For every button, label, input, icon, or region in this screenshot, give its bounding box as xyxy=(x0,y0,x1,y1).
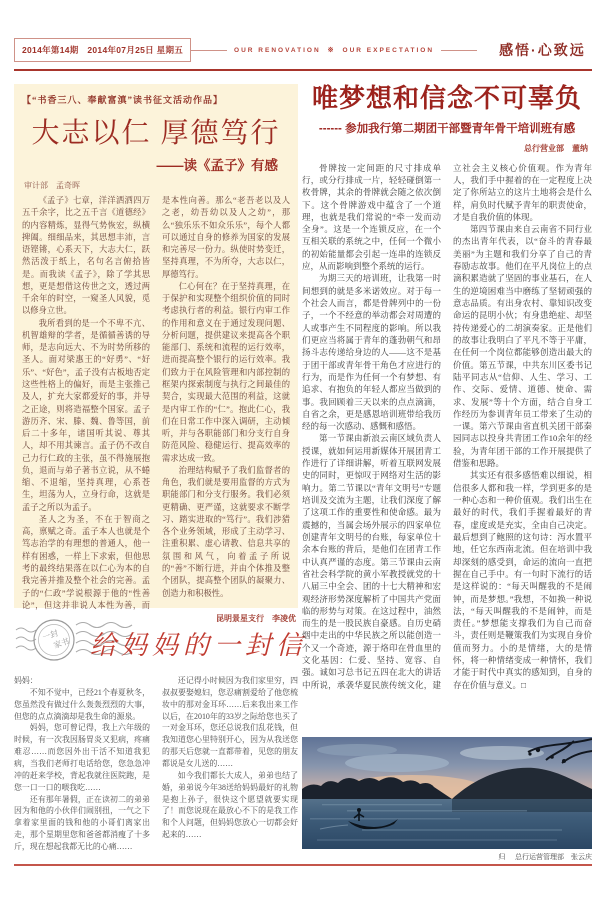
page-header xyxy=(14,34,592,66)
article-training xyxy=(302,84,592,734)
dash-line-left xyxy=(191,50,227,51)
svg-text:一封: 一封 xyxy=(41,628,60,643)
article-mengzi-body: 《孟子》七章，洋洋洒洒四万五千余字，比之五千言《道德经》的内容精炼，显得气势恢宏，纵横捭阖。细细品来，其思想丰沛，言语铿锵，心系天下，大志大仁，跃然活泼于纸上，名句名言俯拾皆是。而我读《孟子》，除了学其思想，更是想借这传世之文，透过两千余年的时空，一窥圣人风貌，觅以修身立世。 我所看到的是一个不卑不亢、机智雄辩的学者，是循循善诱的导师，是志向远大、不为时势所移的圣人。面对梁惠王的“好勇”、“好乐”、“好色”，孟子没有古板地否定这些性格上的偏好，而是主张推己及人，扩充大家都爱好的事，并导之正途，则将造福整个国家。孟子游历齐、宋、滕、魏、鲁等国，前后二十多年，诸国听其说、尊其人，却不用其谏言。孟子仍不改自己力行仁政的主张，虽不得施展抱负，退而与弟子著书立说，从不蜷缩、不退缩，坚持真理，心系苍生，坦荡为人，立身行命，这就是孟子之所以为孟子。 圣人之为圣，不在于智商之高，禀赋之奇。孟子本人也就是个笃志治学的有理想的普通人，他一样有困惑，一样上下求索，但他思考的最终结果落在以仁心为本的自我完善并推及整个社会的完善。孟子的“仁政”学说根源于他的“性善论”，但这并非说人本性为善，而是本性向善。那么“老吾老以及人之老，幼吾幼以及人之幼”，那么“独乐乐不如众乐乐”，每个人都可以通过自身的修养为国家的发展和完善尽一份力。纵使时势变迁，坚持真理，不为所夺，大志以仁，厚德笃行。 仁心何在？在于坚持真理，在于保护和实现整个组织价值的同时考虑执行者的利益。银行内审工作的作用和意义在于通过发现问题、分析问题，提供建议来提高各个职能部门、系统和流程的运行效率，进而提高整个银行的运行效率。我们致力于在风险管理和内部控制的框架内探索制度与执行之间最佳的契合，实现最大范围的利益，这就是内审工作的“仁”。抱此仁心，我们在日常工作中深入调研，主动倾听，并与各职能部门和分支行自身防范风险、稳健运行、提高效率的需求达成一致。 治理结构赋予了我们监督者的角色，我们就是要用监督的方式为职能部门和分支行服务。我们必须更精确、更严谨，这就要求不断学习、踏实进取的“笃行”。我们涉猎各个业务领域，形成了主动学习、注重积累、虚心请教、信息共享的氛围和风气，向着孟子所说的“善”不断行进，并由个体推及整个团队，提高整个团队的凝聚力、创造力和积极性。 xyxy=(22,196,290,610)
article-kicker: 【“书香三八、奉献富滇”读书征文活动作品】 xyxy=(22,95,224,105)
photo-credit: 总行运营管理部 张云庆 xyxy=(515,853,592,861)
photo-caption xyxy=(302,852,592,862)
article-training-title: 唯梦想和信念不可辜负 xyxy=(311,83,582,113)
letter-byline: 昆明景星支行 李凌优 xyxy=(216,614,296,623)
header-slogan xyxy=(191,46,477,54)
letter-title: 给妈妈的一封信 xyxy=(90,631,308,660)
photo-title: 归 xyxy=(498,853,506,861)
letter-to-mom xyxy=(14,613,308,859)
article-mengzi-title: 大志以仁 厚德笃行 xyxy=(31,118,281,149)
dash-line-right xyxy=(441,50,477,51)
svg-text:家书: 家书 xyxy=(52,636,71,651)
article-mengzi-byline: 审计部 孟奇晖 xyxy=(24,181,80,190)
slogan-separator-icon: ※ xyxy=(327,47,336,54)
article-training-body: 骨牌按一定间距的尺寸排成单行，或分行排成一片，轻轻碰倒第一枚骨牌，其余的骨牌就会随之依次倒下。这个骨牌游戏中蕴含了一个道理，也就是我们常说的“牵一发而动全身”。这是一个连锁反应，在一个互相关联的系统之中，任何一个微小的初始能量都会引起一连串的连锁反应，从而影响到整个系统的运行。 为期三天的培训班，让我第一时间想到的就是多米诺效应。对于每一个社会人而言，都是骨牌列中的一份子，一个不经意的举动都会对周遭的人或事产生不同程度的影响。所以我们更应当将属于青年的蓬勃朝气和昂扬斗志传递给身边的人——这不是基于团干部或青年骨干角色才应进行的行为，而是作为任何一个有梦想、有追求、有抱负的年轻人都应当做到的事。我回顾着三天以来的点点滴滴，自省之余，更是感恩培训班带给我历经的每一次感动、感慨和感悟。 第一节课由新浪云南区域负责人授课，就如何运用新媒体开展团青工作进行了详细讲解，听着互联网发展史的同时，更惊叹于网络对生活的影响力。第二节课以“青年文明号”专题培训及交流为主题，让我们深度了解了这项工作的重要性和使命感。最为震撼的，当属会场外展示的四家单位创建青年文明号的台账，每家单位十余本台账的背后，是他们在团青工作中认真严谨的态度。第三节课由云南省社会科学院的黄小军教授就党的十八届三中全会、团的十七大精神和宏观经济形势深度解析了中国共产党面临的形势与对策。在这过程中，油然而生的是一股民族自豪感。自历史硝烟中走出的中华民族之所以能创造一个又一个奇迹，源于烙印在骨血里的文化基因：仁爱、坚持、宽容、自强。诚如习总书记五四在北大的讲话中所说，承袭华夏民族传统文化，建立社会主义核心价值观。作为青年人，我们手中握着的在一定程度上决定了你所站立的这片土地将会是什么样，肩负时代赋予青年的职责使命，才是自我价值的体现。 第四节课由来自云南省不同行业的杰出青年代表，以“奋斗的青春最美丽”为主题和我们分享了自己的青春励志故事。他们在平凡岗位上的点滴积累造就了坚固的事业基石，在人生的逆境困难当中磨练了坚韧顽强的意志品质。有出身农村、靠知识改变命运的昆明小伙；有身患绝症、却坚持传递爱心的二胡演奏家。正是他们的故事让我明白了平凡不等于平庸，在任何一个岗位都能够创造出最大的价值。第五节课，中共东川区委书记陆平同志从“信仰、人生、学习、工作、交际、爱情、道德、使命、需求、发展”等十个方面，结合自身工作经历为参训青年员工带来了生动的一课。第六节课由省直机关团干部秦园同志以投身共青团工作10余年的经验，为青年团干部的工作开展提供了借鉴和思路。 其实还有很多感悟难以细说，相信很多人都和我一样，学到更多的是一种心态和一种价值观。我们出生在最好的时代，我们手握着最好的青春，虚度或是充实，全由自己决定。最后想到了鲍照的这句诗：泻水置平地，任它东西南北流。但在培训中我却深刻的感受到，命运的流向一直把握在自己手中。有一句时下流行的话是这样说的：“每天叫醒我的不是闹钟，而是梦想。”我想，不如换一种说法，“每天叫醒我的不是闹钟，而是责任。”梦想能支撑我们为自己而奋斗，责任则是鞭策我们为实现自身价值而努力。小的是情绪，大的是情怀，将一种情绪变成一种情怀，我们才能于时代中真实的感知到，自身的存在价值与意义。□ xyxy=(302,162,592,690)
slogan-left-text: OUR RENOVATION xyxy=(234,46,321,54)
issue-date-box: 2014年第14期 2014年07月25日 星期五 xyxy=(14,38,191,62)
slogan-right-text: OUR EXPECTATION xyxy=(342,46,435,54)
header-rule xyxy=(14,69,592,71)
river-dusk-photo xyxy=(302,737,592,849)
article-mengzi-subtitle: ——读《孟子》有感 xyxy=(156,158,278,173)
bottom-rule xyxy=(14,864,592,866)
letter-body: 妈妈： 不知不觉中，已经21个春夏秋冬，您虽然没有做过什么轰轰烈烈的大事，但您的点点滴滴却是我生命的源泉。 妈妈，您可曾记得，我上六年级的时候，有一次我因肠胃炎又犯病，疼痛难忍……而您因外出干活不知道我犯病，当我们老师打电话给您，您急急冲冲的赶来学校，背起我就往医院跑，是您一口一口的喂我吃…… 还有那年暑假，正在读初二的弟弟因为和他的小伙伴们闹别扭，一气之下拿着家里面的钱和他的小哥们离家出走，那个星期里您和爸爸都消瘦了十多斤，现在想起我都无比的心痛…… 还记得小时候因为我们家里穷，四叔叔要娶媳妇，您忍痛割爱给了他您梳妆中的那对金耳环……后来我出来工作以后，在2010年的33岁之际给您也买了一对金耳环，您还总说我们乱花钱，但我知道您心里特别开心，因为从我送您的那天后您就一直都带着，见您的朋友都说是女儿送的…… 如今我们都长大成人，弟弟也结了婚，弟弟说今年38送给妈妈最好的礼物是抱上孙子，很快这个愿望就要实现了！而您说现在最放心不下的是我工作和个人问题，但妈妈您放心一切都会好起来的…… xyxy=(14,676,298,852)
article-mengzi xyxy=(14,84,298,608)
section-title: 感悟·心致远 xyxy=(499,42,586,58)
article-training-subtitle: ------ 参加我行第二期团干部暨青年骨干培训班有感 xyxy=(318,122,576,135)
letter-header xyxy=(14,613,308,667)
article-training-byline: 总行营业部 董纳 xyxy=(524,143,588,153)
river-dusk-photo-art xyxy=(302,737,592,849)
